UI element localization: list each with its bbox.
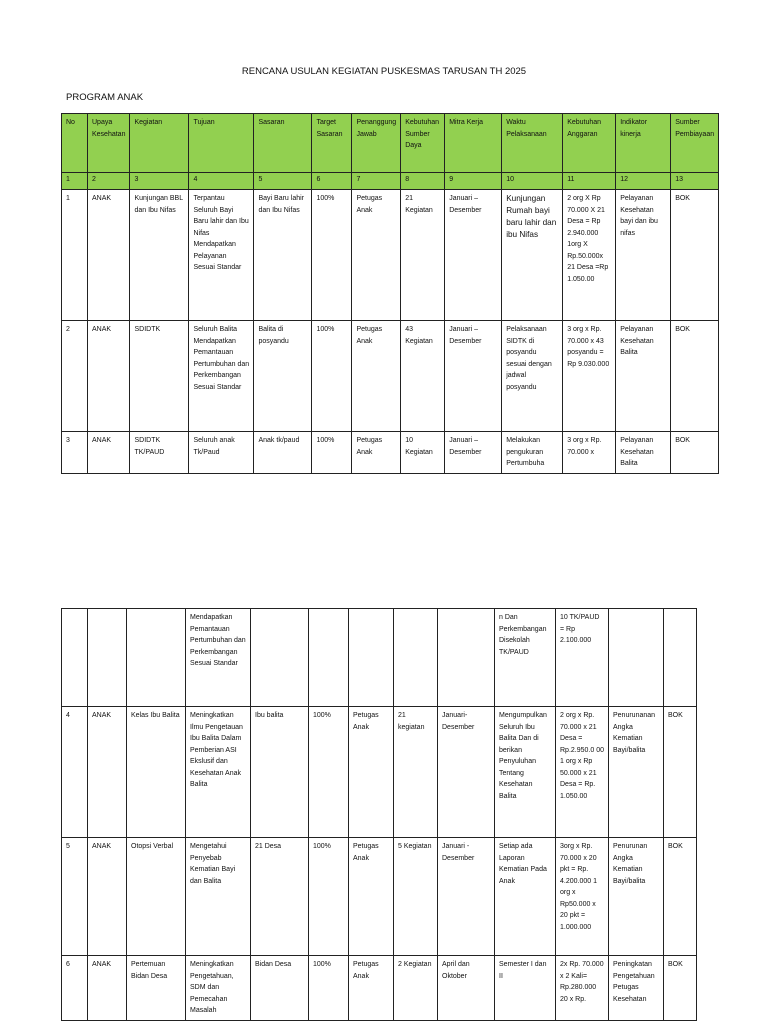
- cell-pj: Petugas Anak: [352, 321, 401, 432]
- cell-kegiatan: Kelas Ibu Balita: [127, 707, 186, 838]
- cell-sasaran: [251, 609, 309, 707]
- cell-kegiatan: SDIDTK: [130, 321, 189, 432]
- cell-sasaran: Bidan Desa: [251, 956, 309, 1021]
- cell-no: 4: [62, 707, 88, 838]
- cell-target: 100%: [309, 838, 349, 956]
- cell-upaya: ANAK: [88, 707, 127, 838]
- cell-tujuan: Mengetahui Penyebab Kematian Bayi dan Balita: [186, 838, 251, 956]
- header-upaya: Upaya Kesehatan: [88, 114, 130, 173]
- col-number: 8: [401, 173, 445, 190]
- cell-target: 100%: [309, 707, 349, 838]
- cell-sumber-daya: 21 Kegiatan: [401, 190, 445, 321]
- cell-waktu: Setiap ada Laporan Kematian Pada Anak: [495, 838, 556, 956]
- cell-pembiayaan: BOK: [671, 190, 719, 321]
- col-number: 9: [445, 173, 502, 190]
- cell-upaya: ANAK: [88, 321, 130, 432]
- col-number: 5: [254, 173, 312, 190]
- cell-target: 100%: [309, 956, 349, 1021]
- cell-sasaran: 21 Desa: [251, 838, 309, 956]
- cell-sasaran: Balita di posyandu: [254, 321, 312, 432]
- cell-tujuan: Seluruh Balita Mendapatkan Pemantauan Pertumbuhan dan Perkembangan Sesuai Standar: [189, 321, 254, 432]
- cell-target: 100%: [312, 432, 352, 474]
- cell-no: 2: [62, 321, 88, 432]
- header-sasaran: Sasaran: [254, 114, 312, 173]
- cell-upaya: ANAK: [88, 190, 130, 321]
- col-number: 4: [189, 173, 254, 190]
- cell-waktu: Mengumpulkan Seluruh Ibu Balita Dan di berikan Penyuluhan Tentang Kesehatan Balita: [495, 707, 556, 838]
- cell-no: 1: [62, 190, 88, 321]
- cell-pembiayaan: BOK: [671, 432, 719, 474]
- cell-waktu: Kunjungan Rumah bayi baru lahir dan ibu Nifas: [502, 190, 563, 321]
- cell-no: 3: [62, 432, 88, 474]
- col-number: 7: [352, 173, 401, 190]
- cell-kegiatan: Kunjungan BBL dan Ibu Nifas: [130, 190, 189, 321]
- cell-pembiayaan: BOK: [664, 838, 697, 956]
- cell-upaya: ANAK: [88, 838, 127, 956]
- cell-waktu: Melakukan pengukuran Pertumbuha: [502, 432, 563, 474]
- cell-mitra: [438, 609, 495, 707]
- cell-pj: [349, 609, 394, 707]
- activity-table-page-1: [61, 113, 719, 474]
- cell-upaya: [88, 609, 127, 707]
- cell-pembiayaan: [664, 609, 697, 707]
- cell-sasaran: Ibu balita: [251, 707, 309, 838]
- table-row: [62, 707, 697, 838]
- cell-pembiayaan: BOK: [671, 321, 719, 432]
- cell-mitra: Januari – Desember: [445, 321, 502, 432]
- table-row: [62, 321, 719, 432]
- cell-tujuan: Meningkatkan Pengetahuan, SDM dan Pemecahan Masalah: [186, 956, 251, 1021]
- header-no: No: [62, 114, 88, 173]
- col-number: 11: [563, 173, 616, 190]
- cell-indikator: Pelayanan Kesehatan Balita: [616, 432, 671, 474]
- cell-indikator: Peningkatan Pengetahuan Petugas Kesehatan: [609, 956, 664, 1021]
- header-target: Target Sasaran: [312, 114, 352, 173]
- cell-kegiatan: Pertemuan Bidan Desa: [127, 956, 186, 1021]
- cell-kegiatan: SDIDTK TK/PAUD: [130, 432, 189, 474]
- cell-anggaran: 2 org X Rp 70.000 X 21 Desa = Rp 2.940.000 1org X Rp.50.000x 21 Desa =Rp 1.050.00: [563, 190, 616, 321]
- col-number: 12: [616, 173, 671, 190]
- cell-anggaran: 10 TK/PAUD = Rp 2.100.000: [556, 609, 609, 707]
- cell-target: [309, 609, 349, 707]
- cell-pj: Petugas Anak: [352, 432, 401, 474]
- header-waktu: Waktu Pelaksanaan: [502, 114, 563, 173]
- cell-sumber-daya: 2 Kegiatan: [394, 956, 438, 1021]
- header-sumber-daya: Kebutuhan Sumber Daya: [401, 114, 445, 173]
- cell-waktu: n Dan Perkembangan Disekolah TK/PAUD: [495, 609, 556, 707]
- header-kegiatan: Kegiatan: [130, 114, 189, 173]
- cell-waktu: Pelaksanaan SIDTK di posyandu sesuai dengan jadwal posyandu: [502, 321, 563, 432]
- cell-pj: Petugas Anak: [349, 838, 394, 956]
- table-row: [62, 956, 697, 1021]
- activity-table-page-2: [61, 608, 697, 1021]
- document-title: RENCANA USULAN KEGIATAN PUSKESMAS TARUSAN TH 2025: [241, 66, 527, 77]
- cell-tujuan: Terpantau Seluruh Bayi Baru lahir dan Ibu Nifas Mendapatkan Pelayanan Sesuai Standar: [189, 190, 254, 321]
- header-anggaran: Kebutuhan Anggaran: [563, 114, 616, 173]
- cell-tujuan: Seluruh anak Tk/Paud: [189, 432, 254, 474]
- col-number: 1: [62, 173, 88, 190]
- cell-sumber-daya: [394, 609, 438, 707]
- cell-pembiayaan: BOK: [664, 956, 697, 1021]
- cell-tujuan: Mendapatkan Pemantauan Pertumbuhan dan Perkembangan Sesuai Standar: [186, 609, 251, 707]
- cell-no: 5: [62, 838, 88, 956]
- cell-anggaran: 2x Rp. 70.000 x 2 Kali= Rp.280.000 20 x Rp.: [556, 956, 609, 1021]
- cell-mitra: Januari – Desember: [445, 190, 502, 321]
- col-number: 2: [88, 173, 130, 190]
- cell-target: 100%: [312, 321, 352, 432]
- cell-anggaran: 3 org x Rp. 70.000 x 43 posyandu = Rp 9.030.000: [563, 321, 616, 432]
- cell-anggaran: 3 org x Rp. 70.000 x: [563, 432, 616, 474]
- header-mitra: Mitra Kerja: [445, 114, 502, 173]
- table-row: [62, 838, 697, 956]
- cell-mitra: Januari – Desember: [445, 432, 502, 474]
- cell-no: [62, 609, 88, 707]
- cell-pj: Petugas Anak: [349, 707, 394, 838]
- cell-sumber-daya: 21 kegiatan: [394, 707, 438, 838]
- cell-anggaran: 3org x Rp. 70.000 x 20 pkt = Rp. 4.200.000 1 org x Rp50.000 x 20 pkt = 1.000.000: [556, 838, 609, 956]
- cell-no: 6: [62, 956, 88, 1021]
- cell-pj: Petugas Anak: [352, 190, 401, 321]
- cell-indikator: Penurunan Angka Kematian Bayi/balita: [609, 838, 664, 956]
- cell-tujuan: Meningkatkan Ilmu Pengetauan Ibu Balita Dalam Pemberian ASI Ekslusif dan Kesehatan Anak Balita: [186, 707, 251, 838]
- cell-upaya: ANAK: [88, 956, 127, 1021]
- cell-indikator: Penurunanan Angka Kematian Bayi/balita: [609, 707, 664, 838]
- cell-sasaran: Bayi Baru lahir dan Ibu Nifas: [254, 190, 312, 321]
- cell-pj: Petugas Anak: [349, 956, 394, 1021]
- cell-sumber-daya: 10 Kegiatan: [401, 432, 445, 474]
- cell-indikator: [609, 609, 664, 707]
- header-indikator: Indikator kinerja: [616, 114, 671, 173]
- cell-waktu: Semester I dan II: [495, 956, 556, 1021]
- table-row: [62, 432, 719, 474]
- cell-kegiatan: Otopsi Verbal: [127, 838, 186, 956]
- cell-target: 100%: [312, 190, 352, 321]
- cell-sasaran: Anak tk/paud: [254, 432, 312, 474]
- col-number: 13: [671, 173, 719, 190]
- column-number-row: [62, 173, 719, 190]
- header-pembiayaan: Sumber Pembiayaan: [671, 114, 719, 173]
- col-number: 6: [312, 173, 352, 190]
- header-tujuan: Tujuan: [189, 114, 254, 173]
- col-number: 10: [502, 173, 563, 190]
- cell-indikator: Pelayanan Kesehatan Balita: [616, 321, 671, 432]
- cell-sumber-daya: 43 Kegiatan: [401, 321, 445, 432]
- cell-anggaran: 2 org x Rp. 70.000 x 21 Desa = Rp.2.950.0 00 1 org x Rp 50.000 x 21 Desa = Rp. 1.050.00: [556, 707, 609, 838]
- header-penanggung-jawab: Penanggung Jawab: [352, 114, 401, 173]
- cell-mitra: April dan Oktober: [438, 956, 495, 1021]
- table-row: [62, 609, 697, 707]
- table-row: [62, 190, 719, 321]
- col-number: 3: [130, 173, 189, 190]
- cell-indikator: Pelayanan Kesehatan bayi dan ibu nifas: [616, 190, 671, 321]
- cell-upaya: ANAK: [88, 432, 130, 474]
- cell-pembiayaan: BOK: [664, 707, 697, 838]
- cell-mitra: Januari- Desember: [438, 707, 495, 838]
- cell-mitra: Januari - Desember: [438, 838, 495, 956]
- cell-kegiatan: [127, 609, 186, 707]
- cell-sumber-daya: 5 Kegiatan: [394, 838, 438, 956]
- program-subtitle: PROGRAM ANAK: [66, 92, 144, 103]
